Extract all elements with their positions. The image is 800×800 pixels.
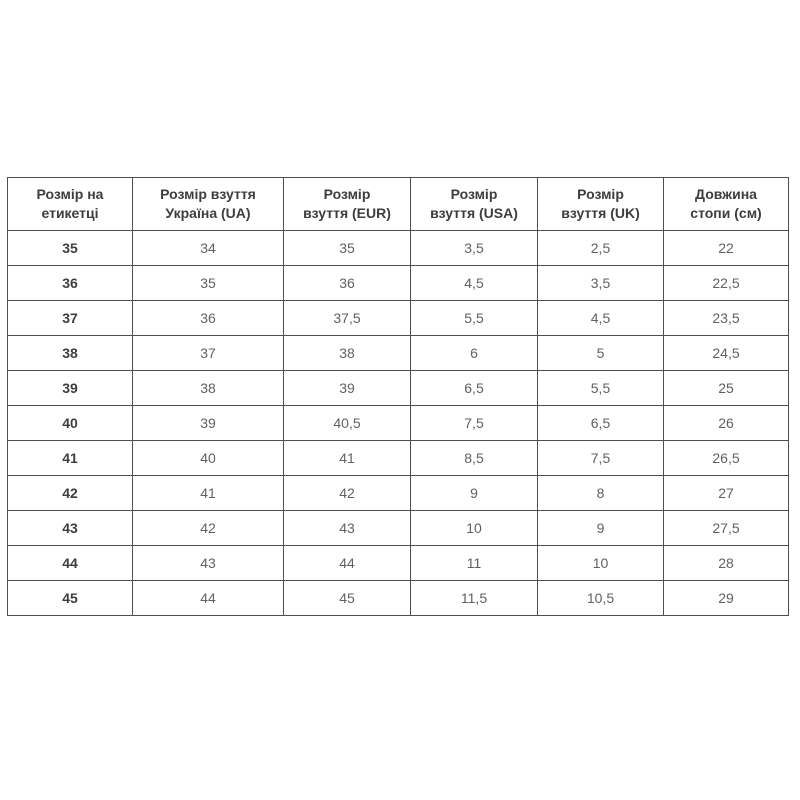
cell-uk: 10,5 xyxy=(538,581,664,616)
cell-usa: 9 xyxy=(411,476,538,511)
header-line: Україна (UA) xyxy=(165,205,251,221)
cell-usa: 6 xyxy=(411,336,538,371)
cell-usa: 11 xyxy=(411,546,538,581)
cell-uk: 2,5 xyxy=(538,231,664,266)
cell-foot-length: 26,5 xyxy=(664,441,789,476)
cell-ua: 35 xyxy=(133,266,284,301)
cell-uk: 9 xyxy=(538,511,664,546)
header-line: Розмір взуття xyxy=(160,186,256,202)
cell-foot-length: 27 xyxy=(664,476,789,511)
cell-label-size: 41 xyxy=(8,441,133,476)
cell-uk: 5,5 xyxy=(538,371,664,406)
header-line: етикетці xyxy=(41,205,99,221)
cell-label-size: 45 xyxy=(8,581,133,616)
cell-eur: 45 xyxy=(284,581,411,616)
cell-eur: 37,5 xyxy=(284,301,411,336)
cell-label-size: 38 xyxy=(8,336,133,371)
cell-foot-length: 22,5 xyxy=(664,266,789,301)
table-body xyxy=(8,231,789,616)
cell-ua: 40 xyxy=(133,441,284,476)
cell-usa: 5,5 xyxy=(411,301,538,336)
cell-uk: 8 xyxy=(538,476,664,511)
cell-foot-length: 27,5 xyxy=(664,511,789,546)
cell-usa: 8,5 xyxy=(411,441,538,476)
cell-ua: 37 xyxy=(133,336,284,371)
header-ua-size xyxy=(133,178,284,231)
cell-label-size: 36 xyxy=(8,266,133,301)
cell-usa: 4,5 xyxy=(411,266,538,301)
cell-uk: 6,5 xyxy=(538,406,664,441)
cell-eur: 41 xyxy=(284,441,411,476)
cell-label-size: 43 xyxy=(8,511,133,546)
cell-foot-length: 25 xyxy=(664,371,789,406)
header-label-size xyxy=(8,178,133,231)
cell-foot-length: 24,5 xyxy=(664,336,789,371)
cell-eur: 44 xyxy=(284,546,411,581)
cell-ua: 36 xyxy=(133,301,284,336)
table-row xyxy=(8,581,789,616)
header-line: Розмір xyxy=(323,186,371,202)
cell-label-size: 39 xyxy=(8,371,133,406)
header-line: Довжина xyxy=(695,186,757,202)
cell-uk: 5 xyxy=(538,336,664,371)
cell-uk: 7,5 xyxy=(538,441,664,476)
table-row xyxy=(8,441,789,476)
cell-label-size: 37 xyxy=(8,301,133,336)
cell-foot-length: 26 xyxy=(664,406,789,441)
table-row xyxy=(8,406,789,441)
header-line: взуття (UK) xyxy=(561,205,640,221)
table-row xyxy=(8,511,789,546)
cell-ua: 38 xyxy=(133,371,284,406)
header-line: стопи (см) xyxy=(690,205,762,221)
cell-ua: 41 xyxy=(133,476,284,511)
header-eur-size xyxy=(284,178,411,231)
cell-label-size: 44 xyxy=(8,546,133,581)
cell-eur: 38 xyxy=(284,336,411,371)
header-line: Розмір на xyxy=(36,186,104,202)
table-row xyxy=(8,546,789,581)
cell-ua: 44 xyxy=(133,581,284,616)
cell-eur: 43 xyxy=(284,511,411,546)
shoe-size-conversion-table xyxy=(7,177,789,616)
cell-eur: 42 xyxy=(284,476,411,511)
cell-uk: 4,5 xyxy=(538,301,664,336)
cell-usa: 3,5 xyxy=(411,231,538,266)
header-row xyxy=(8,178,789,231)
cell-ua: 34 xyxy=(133,231,284,266)
header-line: Розмір xyxy=(450,186,498,202)
cell-foot-length: 28 xyxy=(664,546,789,581)
cell-ua: 43 xyxy=(133,546,284,581)
cell-usa: 6,5 xyxy=(411,371,538,406)
cell-foot-length: 29 xyxy=(664,581,789,616)
cell-usa: 11,5 xyxy=(411,581,538,616)
cell-label-size: 35 xyxy=(8,231,133,266)
cell-ua: 39 xyxy=(133,406,284,441)
table-header xyxy=(8,178,789,231)
cell-label-size: 40 xyxy=(8,406,133,441)
table-row xyxy=(8,301,789,336)
table-row xyxy=(8,371,789,406)
header-uk-size xyxy=(538,178,664,231)
cell-eur: 35 xyxy=(284,231,411,266)
cell-eur: 39 xyxy=(284,371,411,406)
header-usa-size xyxy=(411,178,538,231)
cell-eur: 36 xyxy=(284,266,411,301)
cell-foot-length: 22 xyxy=(664,231,789,266)
table-row xyxy=(8,336,789,371)
header-foot-length xyxy=(664,178,789,231)
cell-foot-length: 23,5 xyxy=(664,301,789,336)
table-row xyxy=(8,476,789,511)
header-line: взуття (EUR) xyxy=(303,205,391,221)
cell-uk: 3,5 xyxy=(538,266,664,301)
header-line: Розмір xyxy=(577,186,624,202)
cell-usa: 10 xyxy=(411,511,538,546)
cell-usa: 7,5 xyxy=(411,406,538,441)
cell-eur: 40,5 xyxy=(284,406,411,441)
table-row xyxy=(8,231,789,266)
cell-ua: 42 xyxy=(133,511,284,546)
table-row xyxy=(8,266,789,301)
header-line: взуття (USA) xyxy=(430,205,518,221)
cell-uk: 10 xyxy=(538,546,664,581)
cell-label-size: 42 xyxy=(8,476,133,511)
